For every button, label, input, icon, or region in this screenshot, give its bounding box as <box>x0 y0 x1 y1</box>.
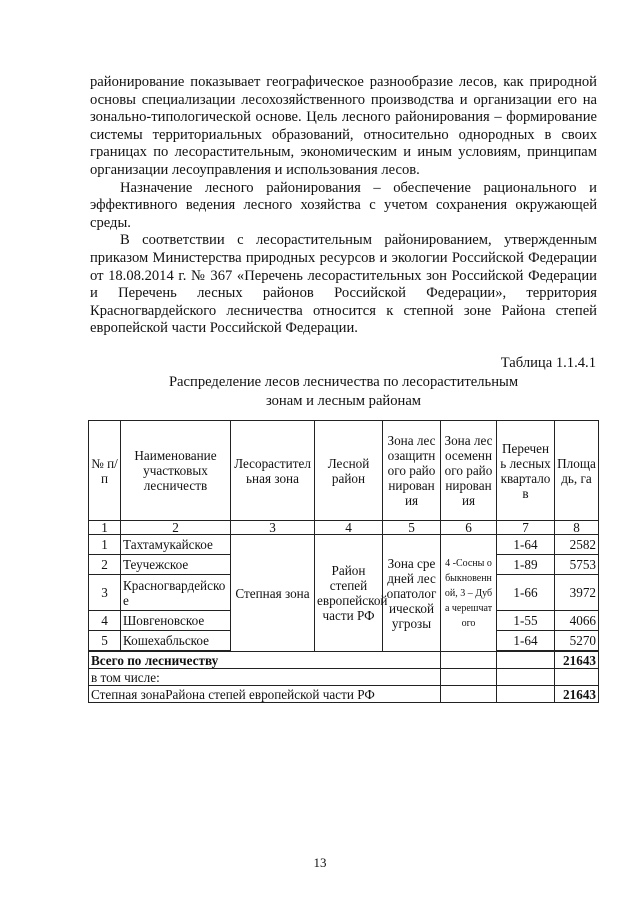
zone-total-area: 21643 <box>555 686 599 703</box>
header-blocks: Перечень лесных кварталов <box>497 421 555 521</box>
paragraph-2: Назначение лесного районирования – обеспечение рационального и эффективного ведения лесного хозяйства с учетом сохранения окружающей среды. <box>90 179 597 231</box>
table-row <box>89 535 599 555</box>
body-text <box>90 74 597 338</box>
total-row <box>89 652 599 669</box>
zone-total-row <box>89 686 599 703</box>
row-name: Красногвардейское <box>121 575 231 611</box>
header-seed: Зона лесосеменного районирования <box>441 421 497 521</box>
total-label: Всего по лесничеству <box>89 652 441 669</box>
col-number: 8 <box>555 521 599 535</box>
row-blocks: 1-64 <box>497 535 555 555</box>
row-num: 4 <box>89 611 121 631</box>
table-title-line-1: Распределение лесов лесничества по лесорастительным <box>168 374 519 390</box>
header-num: № п/п <box>89 421 121 521</box>
row-area: 2582 <box>555 535 599 555</box>
row-name: Шовгеновское <box>121 611 231 631</box>
table-reference: Таблица 1.1.4.1 <box>500 355 596 371</box>
row-blocks: 1-64 <box>497 631 555 651</box>
row-area: 5753 <box>555 555 599 575</box>
col-number: 4 <box>315 521 383 535</box>
row-blocks: 1-89 <box>497 555 555 575</box>
row-name: Теучежское <box>121 555 231 575</box>
row-num: 3 <box>89 575 121 611</box>
including-label: в том числе: <box>89 669 441 686</box>
row-blocks: 1-66 <box>497 575 555 611</box>
merged-zone: Степная зона <box>231 535 315 652</box>
col-number: 2 <box>121 521 231 535</box>
merged-seed: 4 -Сосны обыкновенной, 3 – Дуба черешчатого <box>441 535 497 652</box>
page-number: 13 <box>313 855 327 870</box>
header-area: Площадь, га <box>555 421 599 521</box>
header-region: Лесной район <box>315 421 383 521</box>
row-num: 1 <box>89 535 121 555</box>
including-row <box>89 669 599 686</box>
merged-region: Район степей европейской части РФ <box>315 535 383 652</box>
col-number: 5 <box>383 521 441 535</box>
table-title-line-2: зонам и лесным районам <box>265 393 422 409</box>
row-name: Кошехабльское <box>121 631 231 651</box>
row-num: 5 <box>89 631 121 651</box>
row-area: 5270 <box>555 631 599 651</box>
col-number: 1 <box>89 521 121 535</box>
col-number: 3 <box>231 521 315 535</box>
header-name: Наименование участковых лесничеств <box>121 421 231 521</box>
col-number: 6 <box>441 521 497 535</box>
row-area: 3972 <box>555 575 599 611</box>
table-title <box>90 373 597 411</box>
zone-total-label: Степная зонаРайона степей европейской части РФ <box>89 686 441 703</box>
paragraph-3: В соответствии с лесорастительным районированием, утвержденным приказом Министерства природных ресурсов и экологии Российской Федерации от 18.08.2014 г. № 367 «Перечень лесорастительных зон Российской Федерации и Перечень лесных районов Российской Федерации», территория Красногвардейского лесничества относится к степной зоне Района степей европейской части Российской Федерации. <box>90 232 597 337</box>
total-area: 21643 <box>555 652 599 669</box>
row-blocks: 1-55 <box>497 611 555 631</box>
merged-protect: Зона средней лесопатологической угрозы <box>383 535 441 652</box>
col-number: 7 <box>497 521 555 535</box>
row-num: 2 <box>89 555 121 575</box>
forest-distribution-table <box>88 420 599 703</box>
header-protect: Зона лесозащитного районирования <box>383 421 441 521</box>
paragraph-1: районирование показывает географическое разнообразие лесов, как природной основы специализации лесохозяйственного производства и организации его на зонально-типологической основе. Цель лесного районирования – формирование системы территориальных образований, относительно однородных в своих границах по лесорастительным, экономическим и иным условиям, принципам организации лесоуправления и использования лесов. <box>90 74 597 178</box>
header-zone: Лесорастительная зона <box>231 421 315 521</box>
row-name: Тахтамукайское <box>121 535 231 555</box>
row-area: 4066 <box>555 611 599 631</box>
